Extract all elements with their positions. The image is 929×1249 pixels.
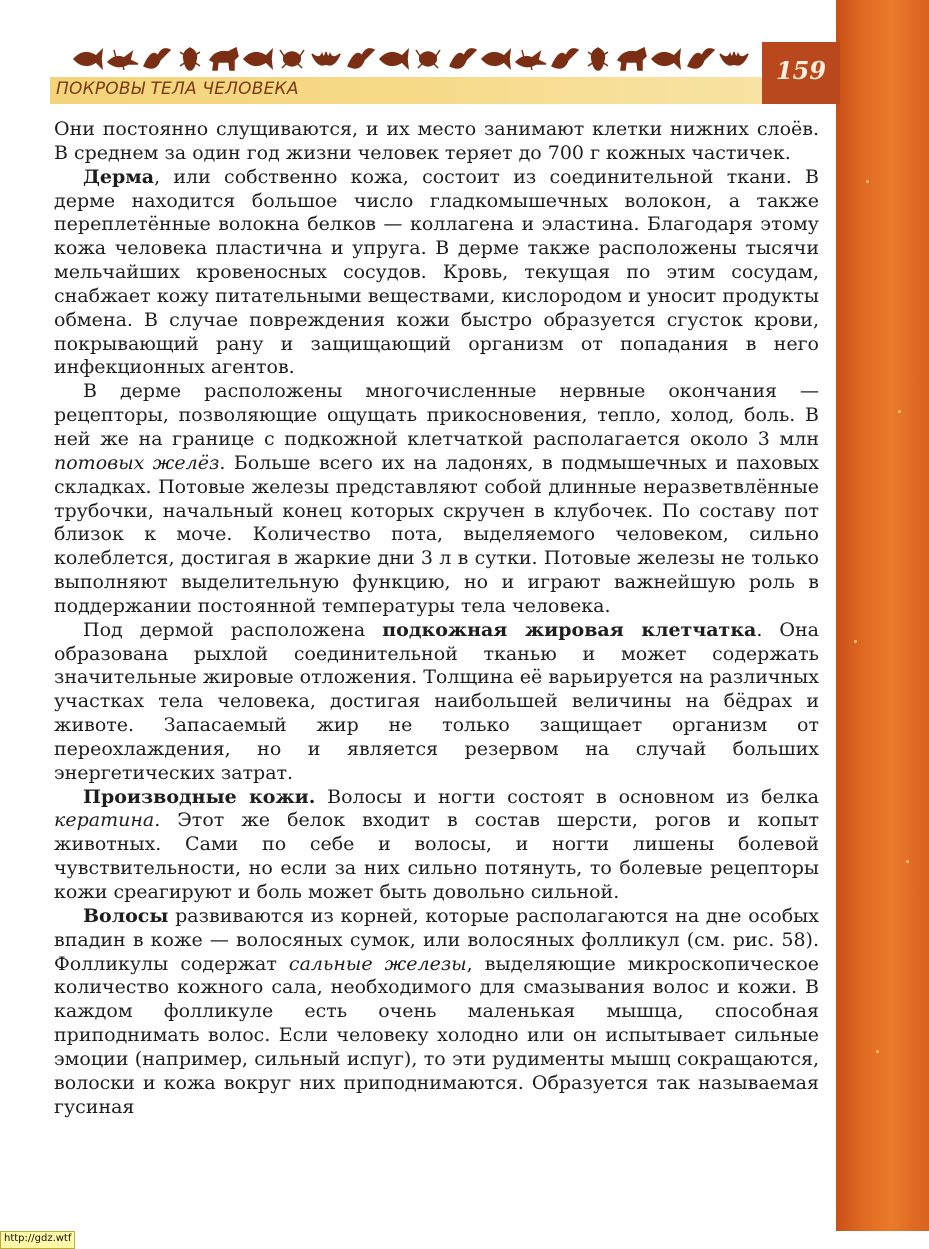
fish-silhouette-icon [652, 50, 680, 68]
paragraph-1: Они постоянно слущиваются, и их место занимают клетки нижних слоёв. В среднем за один год жизни человек теряет до 700 г кожных частичек. [54, 118, 819, 164]
term-dermis: Дерма [83, 165, 155, 188]
bottom-margin [0, 1231, 929, 1247]
paragraph-dermis: Дерма, или собственно кожа, состоит из соединительной ткани. В дерме находится большое число гладкомышечных волокон, а также переплетённые волокна белков — коллагена и эластина. Благодаря этому кожа человека пластична и упруга. В дерме также расположены тысячи мельчайших кровеносных сосудов. Кровь, текущая по этим сосудам, снабжает кожу питательными веществами, кислородом и уносит продукты обмена. В случае повреждения кожи быстро образуется сгусток крови, покрывающий рану и защищающий организм от попадания в него инфекционных агентов. [54, 165, 819, 379]
lizard-silhouette-icon [516, 50, 546, 70]
beast-silhouette-icon [618, 48, 646, 70]
animal-silhouettes-row [72, 40, 752, 74]
body-text [54, 118, 819, 1119]
term-keratin: кератина [54, 809, 155, 832]
fish-silhouette-icon [380, 50, 408, 68]
bird-silhouette-icon [348, 49, 374, 68]
lizard-silhouette-icon [108, 50, 138, 70]
section-title: ПОКРОВЫ ТЕЛА ЧЕЛОВЕКА [56, 79, 299, 99]
bat-silhouette-icon [720, 52, 748, 65]
beast-silhouette-icon [210, 48, 238, 70]
term-sebaceous-glands: сальные железы [288, 952, 467, 975]
paragraph-receptors: В дерме расположены многочисленные нервные окончания — рецепторы, позволяющие ощущать прикосновения, тепло, холод, боль. В ней же на границе с подкожной клетчаткой располагается около 3 млн потовых желёз. Больше всего их на ладонях, в подмышечных и паховых складках. Потовые железы представляют собой длинные неразветвлённые трубочки, начальный конец которых скручен в клубочек. По составу пот близок к моче. Количество пота, выделяемого человеком, сильно колеблется, достигая в жаркие дни 3 л в сутки. Потовые железы не только выполняют выделительную функцию, но и играют важнейшую роль в поддержании постоянной температуры тела человека. [54, 380, 819, 617]
term-skin-derivatives: Производные кожи. [83, 785, 316, 808]
bug-silhouette-icon [588, 48, 608, 70]
bird-silhouette-icon [688, 49, 714, 68]
decorative-side-bar [836, 0, 929, 1231]
bird-silhouette-icon [450, 49, 476, 68]
term-subcutaneous-fat: подкожная жировая клетчатка [382, 618, 757, 641]
bird-silhouette-icon [144, 49, 170, 68]
paragraph-skin-derivatives: Производные кожи. Волосы и ногти состоят в основном из белка кератина. Этот же белок входит в состав шерсти, рогов и копыт животных. Сами по себе и волосы, и ногти лишены болевой чувствительности, но если за них сильно потянуть, то болевые рецепторы кожи среагируют и боль может быть довольно сильной. [54, 785, 819, 903]
bat-silhouette-icon [312, 52, 340, 65]
fish-silhouette-icon [482, 50, 510, 68]
crab-silhouette-icon [280, 50, 304, 68]
term-sweat-glands: потовых желёз [54, 451, 220, 474]
page-number: 159 [775, 56, 827, 85]
fish-silhouette-icon [244, 50, 272, 68]
bug-silhouette-icon [180, 48, 200, 70]
crab-silhouette-icon [416, 50, 440, 68]
paragraph-subcutaneous: Под дермой расположена подкожная жировая клетчатка. Она образована рыхлой соединительной тканью и может содержать значительные жировые отложения. Толщина её варьируется на различных участках тела человека, достигая наибольшей величины на бёдрах и животе. Запасаемый жир не только защищает организм от переохлаждения, но и является резервом на случай больших энергетических затрат. [54, 618, 820, 784]
fish-silhouette-icon [74, 50, 102, 68]
bird-silhouette-icon [552, 49, 578, 68]
paragraph-hair: Волосы развиваются из корней, которые располагаются на дне особых впадин в коже — волосяных сумок, или волосяных фолликул (см. рис. 58). Фолликулы содержат сальные железы, выделяющие микроскопическое количество кожного сала, необходимого для смазывания волос и кожи. В каждом фолликуле есть очень маленькая мышца, способная приподнимать волос. Если человеку холодно или он испытывает сильные эмоции (например, сильный испуг), то эти рудименты мышц сокращаются, волоски и кожа вокруг них приподнимаются. Образуется так называемая гусиная [54, 904, 819, 1118]
url-watermark[interactable]: http://gdz.wtf [0, 1231, 75, 1249]
term-hair: Волосы [83, 904, 169, 927]
